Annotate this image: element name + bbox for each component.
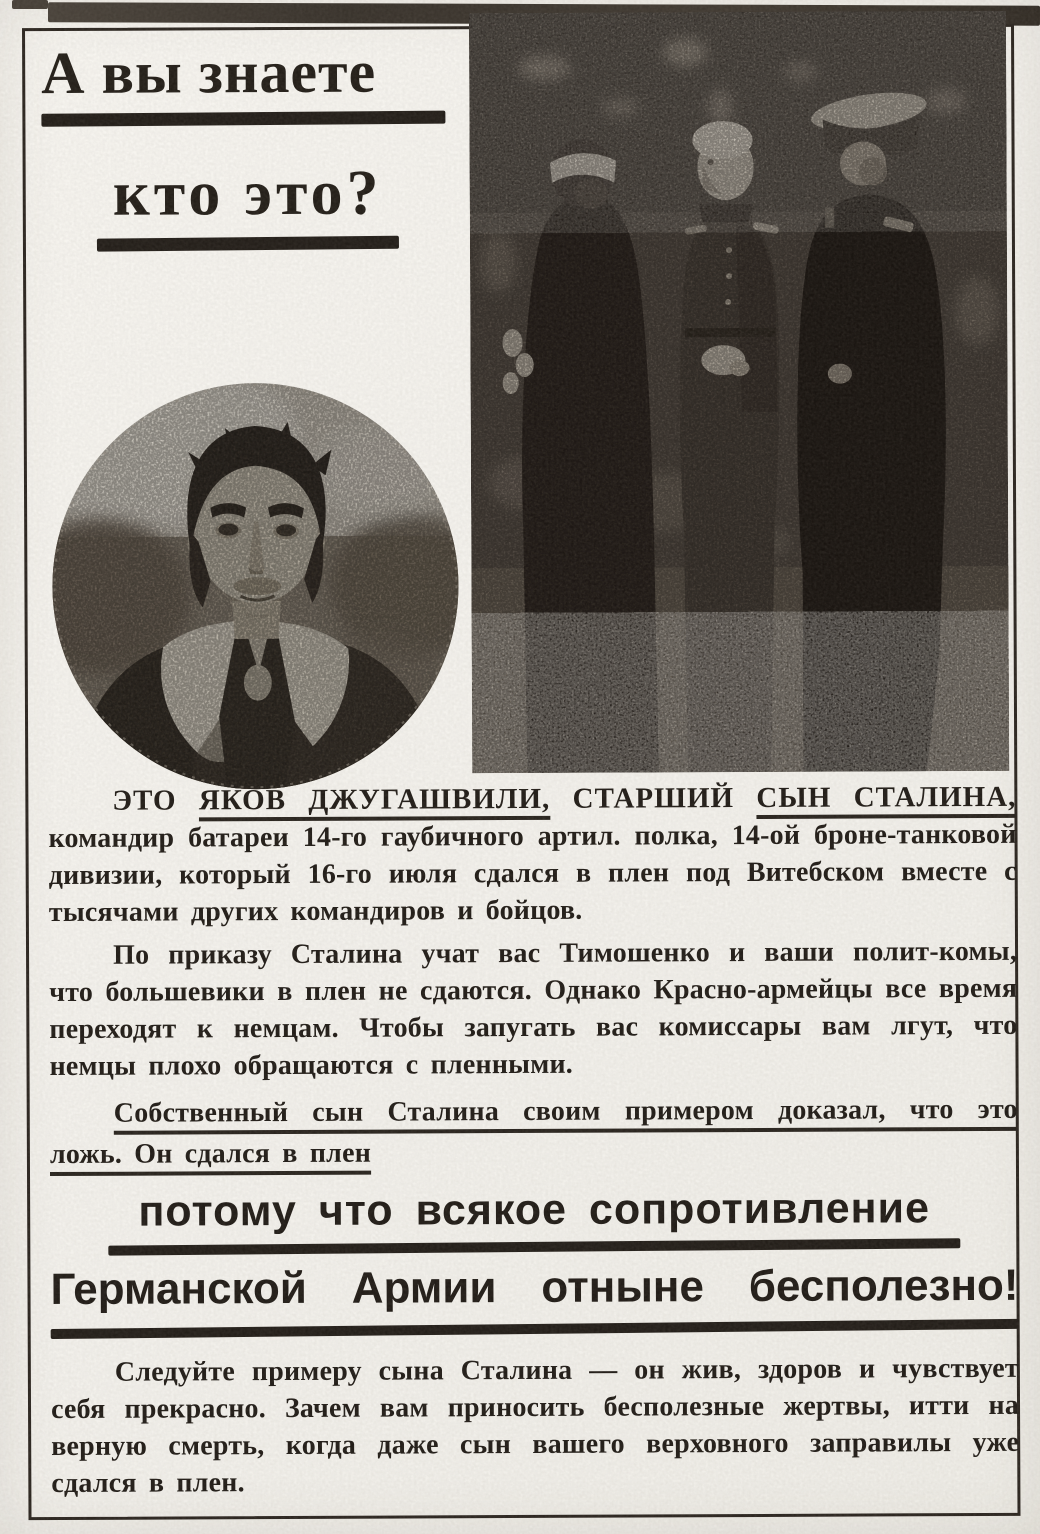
slogan-rule-2 (51, 1319, 1019, 1339)
headline-rule-bottom (97, 236, 399, 252)
paragraph-identification (48, 779, 1017, 931)
slogan-line1: потому что всякое сопротивление (138, 1184, 931, 1236)
slogan-rule-1 (108, 1238, 960, 1255)
paragraph-commissars-lie: По приказу Сталина учат вас Тимошенко и ваши полит-комы, что большевики в плен не сдаются. Однако Красно-армейцы все время переходят к немцам. Чтобы запугать вас комиссары вам лгут, что немцы плохо обращаются с пленными. (49, 935, 1018, 1083)
headline-block (41, 39, 454, 251)
paragraph-follow-example: Следуйте примеру сына Сталина — он жив, здоров и чувствует себя прекрасно. Зачем вам приносить бесполезные жертвы, итти на верную смерть, когда даже сын вашего верховного заправилы уже сдался в плен. (50, 1352, 1020, 1500)
photo-three-men-in-field (469, 11, 1009, 773)
p1-underlined-son: СЫН СТАЛИНА, (756, 780, 1017, 814)
p1-underlined-name: ЯКОВ ДЖУГАШВИЛИ, (198, 782, 551, 817)
photo-portrait-yakov (51, 381, 461, 791)
headline-line1: А вы знаете (41, 38, 377, 107)
slogan-block (50, 1185, 1019, 1336)
headline-rule-top (41, 110, 445, 126)
scan-artifact-mark (12, 0, 48, 9)
headline-line2: кто это? (112, 156, 383, 229)
leaflet-border-frame (22, 24, 1021, 1520)
p1-rest: командир батареи 14-го гаубичного артил. полка, 14-ой броне-танковой дивизии, который 16-го июля сдался в плен под Витебском вместе с тысячами других командиров и бойцов. (48, 818, 1017, 929)
body-text-column (48, 779, 1019, 1502)
slogan-line2: Германской Армии отныне бесполезно! (50, 1260, 1019, 1315)
p1-mid: СТАРШИЙ (550, 781, 757, 815)
p1-lead: ЭТО (112, 784, 199, 817)
paragraph-sons-example: Собственный сын Сталина своим примером доказал, что это ложь. Он сдался в плен (49, 1093, 1018, 1171)
